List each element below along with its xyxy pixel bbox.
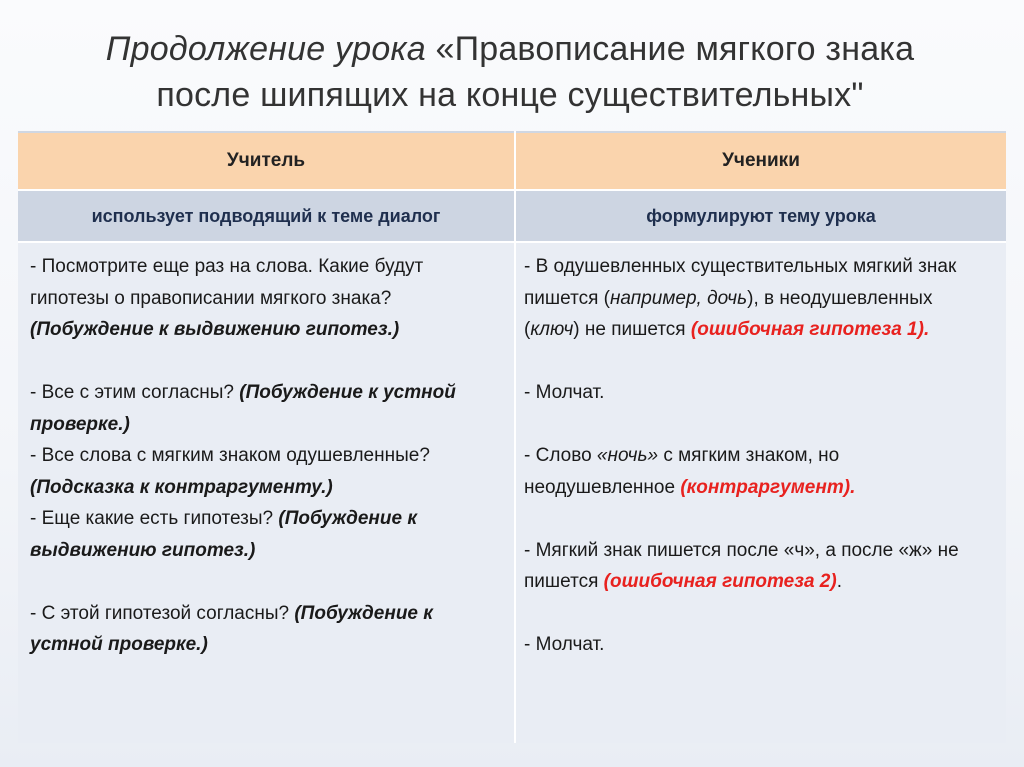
student-example: «ночь» [596, 445, 659, 466]
teacher-question: - С этой гипотезой согласны? [30, 602, 295, 624]
slide-title [60, 26, 960, 118]
student-note: (контраргумент). [680, 476, 856, 498]
student-text: - Молчат. [524, 634, 605, 655]
teacher-item [30, 377, 502, 440]
student-example: ключ [530, 319, 574, 340]
teacher-note: (Побуждение к выдвижению гипотез.) [30, 319, 400, 340]
student-text: . [836, 571, 842, 592]
student-item [524, 251, 988, 346]
student-text: - Мягкий знак пишется после «ч», а после «ж» не пишется [524, 539, 959, 592]
student-text: ), в неодушевленных ( [524, 287, 933, 340]
teacher-note: (Подсказка к контраргументу.) [30, 476, 333, 498]
student-note: (ошибочная гипотеза 2) [603, 571, 837, 592]
teacher-item [30, 503, 502, 566]
teacher-note: (Побуждение к выдвижению гипотез.) [30, 508, 417, 561]
table-header-row [18, 132, 1006, 190]
subheader-students: формулируют тему урока [515, 190, 1006, 242]
student-example: например, дочь [609, 287, 748, 309]
teacher-note: (Побуждение к устной проверке.) [30, 382, 456, 435]
teacher-column [18, 242, 515, 743]
teacher-note: (Побуждение к устной проверке.) [30, 602, 433, 655]
header-students: Ученики [515, 132, 1006, 190]
teacher-question: - Еще какие есть гипотезы? [30, 508, 279, 529]
teacher-item [30, 251, 502, 346]
student-text: ) не пишется [573, 319, 691, 340]
lesson-table [18, 131, 1006, 743]
student-item [524, 377, 988, 409]
header-teacher: Учитель [18, 132, 515, 190]
title-line1: «Правописание мягкого знака [435, 30, 915, 68]
student-note: (ошибочная гипотеза 1). [690, 319, 930, 340]
student-item [524, 440, 988, 503]
student-text: - Слово [524, 445, 597, 466]
student-text: с мягким знаком, но неодушевленное [524, 445, 840, 498]
student-text: - В одушевленных существительных мягкий знак пишется ( [524, 256, 957, 309]
teacher-item [30, 598, 502, 661]
title-lead: Продолжение урока [105, 30, 426, 68]
teacher-question: - Все с этим согласны? [30, 382, 240, 403]
table-body-row [18, 242, 1006, 743]
teacher-question: - Все слова с мягким знаком одушевленные? [30, 445, 430, 466]
student-item [524, 629, 988, 661]
subheader-teacher: использует подводящий к теме диалог [18, 190, 515, 242]
title-line2: после шипящих на конце существительных" [156, 76, 864, 114]
teacher-question: - Посмотрите еще раз на слова. Какие будут гипотезы о правописании мягкого знака? [30, 256, 424, 309]
student-text: - Молчат. [524, 382, 605, 403]
student-item [524, 535, 988, 598]
table-subheader-row [18, 190, 1006, 242]
teacher-item [30, 440, 502, 503]
students-column [515, 242, 1006, 743]
